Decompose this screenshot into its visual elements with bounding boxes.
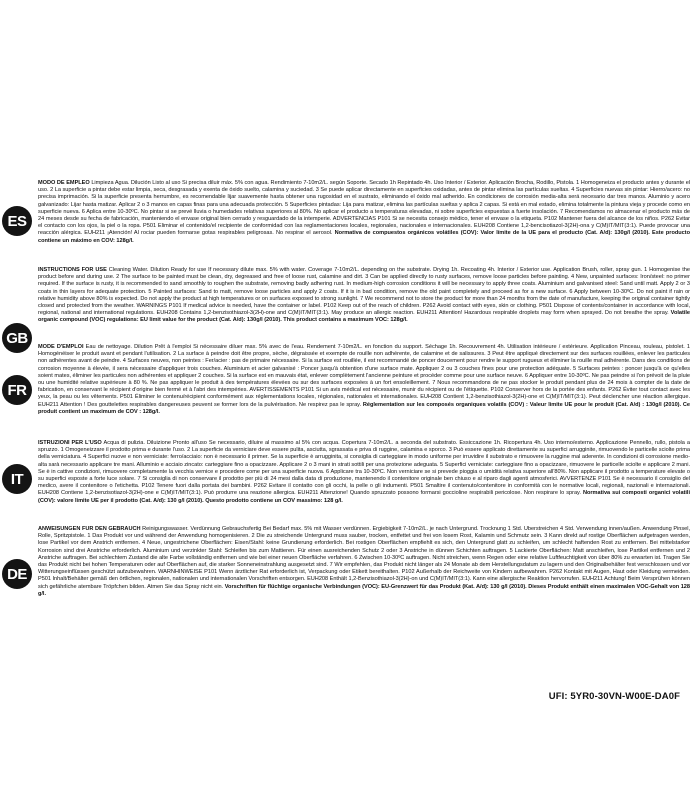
section-heading-gb: INSTRUCTIONS FOR USE [38,267,107,273]
language-badge-de: DE [2,559,32,589]
section-heading-de: ANWEISUNGEN FÜR DEN GEBRAUCH [38,526,141,532]
section-voc-de: Vorschriften für flüchtige organische Verbindungen (VOC): EU-Grenzwert für das Produkt (Kat. A/d): 130 g/l (2010). Dieses Produkt enthält einen maximalen VOC-Gehalt von 128 g/l. [38,583,690,597]
section-fr [38,344,690,416]
language-badge-it: IT [2,464,32,494]
section-de [38,526,690,598]
instructions-paragraph-it [38,440,690,505]
language-badge-gb: GB [2,323,32,353]
section-heading-es: MODO DE EMPLEO [38,180,90,186]
instructions-paragraph-gb [38,267,690,325]
ufi-code: UFI: 5YR0-30VN-W00E-DA0F [548,691,680,702]
section-body-es: Limpieza Agua. Dilución Listo al uso Si precisa diluir máx. 5% con agua. Rendimiento 7-10m2/L. según Soporte. Secado 1h Repintado 4h. Uso Interior / Exterior. Aplicación Brocha, Rodillo, Pistola. 1 Homogeneiza el producto antes y durante el uso. 2 La superficie a pintar debe estar limpia, seca, desgrasada y exenta de óxido suelto, calamina y suciedad. 3 Se puede aplicar directamente en superficies oxidadas, antes de pintar elimina las partículas sueltas. 4 Superficies nuevas sin pintar: Hierro/acero: no precisa imprimación. Si la superficie presenta herrumbre, es recomendable lijar suavemente hasta obtener una rugosidad en el sustrato, eliminando el óxido mal adherido. En condiciones de corrosión media-alta será necesario dar tres manos. Aluminio y acero galvanizado: Lijar hasta matizar. Aplicar 2 o 3 manos en capas finas para una adecuada protección. 5 Superficies pintadas: Lija para matizar, elimina las partículas sueltas y aplica 2 capas. Si está en mal estado, elimina totalmente la pintura vieja y procede como en superficie nueva. 6 Aplica entre 10-30ºC. No pintar si se prevé lluvia o humedades relativas superiores al 80%. No aplicar el producto a temperaturas elevadas, ni sobre superficies expuestas a fuerte insolación. 7 Recomendamos no almacenar el producto más de 24 meses desde su fecha de fabricación, manteniendo el envase original bien cerrado y resguardado de la intemperie. ADVERTENCIAS P101 Si se necesita consejo médico, tener el envase o la etiqueta. P102 Mantener fuera del alcance de los niños. P262 Evitar el contacto con los ojos, la piel o la ropa. P501 Eliminar el contenido/el recipiente de conformidad con las reglamentaciones locales, regionales, nacionales e internacionales. EUH208 Contiene 1,2-bencisotiazol-3(2H)-ona y C(M)IT/MIT(3:1). Puede provocar una reacción alérgica. EUH211 ¡Atención! Al rociar pueden formarse gotas respirables peligrosas. No respirar el aerosol. [38,180,690,237]
section-body-de: Reinigungswasser. Verdünnung Gebrauchsfertig Bei Bedarf max. 5% mit Wasser verdünnen. Ergiebigkeit 7-10m2/L. je nach Untergrund. Trocknung 1 Std. Überstreichen 4 Std. Verwendung innen/außen. Anwendung Pinsel, Rolle, Spritzpistole. 1 Das Produkt vor und während der Anwendung homogenisieren. 2 Die zu streichende Untergrund muss sauber, trocken, entfettet und frei von losem Rost, Kalamin und Schmutz sein. 3 Kann direkt auf rostige Oberflächen aufgetragen werden, lose Partikel vor dem Anstrich entfernen. 4 Neue, ungestrichene Oberflächen: Eisen/Stahl: keine Grundierung erforderlich. Bei rostigen Oberflächen empfiehlt es sich, den Untergrund glatt zu schleifen, um schlecht haftenden Rost zu entfernen. Bei mittelstarker Korrosion sind drei Anstriche erforderlich. Aluminium und verzinkter Stahl: Schleifen bis zum Mattieren. Für einen ausreichenden Schutz 2 oder 3 Anstriche in dünnen Schichten auftragen. 5 Lackierte Oberflächen: Matt anschleifen, lose Partikel entfernen und 2 Anstriche auftragen. Bei schlechtem Zustand die alte Farbe vollständig entfernen und wie bei einer neuen Oberfläche verfahren. 6 Zwischen 10-30ºC auftragen. Nicht streichen, wenn Regen oder eine relative Luftfeuchtigkeit von über 80% zu erwarten ist. Tragen Sie das Produkt nicht bei hohen Temperaturen oder auf Oberflächen auf, die starker Sonneneinstrahlung ausgesetzt sind. 7 Wir empfehlen, das Produkt nicht länger als 24 Monate ab dem Herstellungsdatum zu lagern und den Originalbehälter fest verschlossen und vor Witterungseinflüssen geschützt aufzubewahren. WARNHINWEISE P101 Wenn ärztlicher Rat erforderlich ist, Verpackung oder Etikett bereithalten. P102 Außerhalb der Reichweite von Kindern aufbewahren. P262 Kontakt mit Augen, Haut oder Kleidung vermeiden. P501 Inhalt/Behälter gemäß den örtlichen, regionalen, nationalen und internationalen Vorschriften entsorgen. EUH208 Enthält 1,2-Benzisothiazol-3(2H)-on und C(M)IT/MIT(3:1). Kann eine allergische Reaktion hervorrufen. EUH211 Achtung! Beim Versprühen können sich gefährliche atembare Tröpfchen bilden. Atmen Sie das Spray nicht ein. [38,526,690,590]
instructions-paragraph-es [38,180,690,245]
section-voc-es: Normativa de compuestos orgánicos volátiles (COV): Valor límite de la UE para el producto (Cat. A/d): 130g/l (2010). Este producto contiene un máximo en COV: 128g/l. [38,230,690,244]
instructions-paragraph-de [38,526,690,598]
instructions-paragraph-fr [38,344,690,416]
section-heading-fr: MODE D'EMPLOI [38,344,84,350]
language-badge-es: ES [2,206,32,236]
section-voc-it: Normativa sui composti organici volatili (COV): valore limite UE per il prodotto (Cat. A/d): 130 g/l (2010). Questo prodotto contiene un COV massimo: 128 g/l. [38,490,690,504]
section-es [38,180,690,245]
section-heading-it: ISTRUZIONI PER L'USO [38,440,102,446]
language-badge-fr: FR [2,375,32,405]
section-body-it: Acqua di pulizia. Diluizione Pronto all'uso Se necessario, diluire al massimo al 5% con acqua. Copertura 7-10m2/L. a seconda del substrato. Essiccazione 1h. Ricopertura 4h. Uso interno/esterno. Applicazione Pennello, rullo, pistola a spruzzo. 1 Omogeneizzare il prodotto prima e durante l'uso. 2 La superficie da verniciare deve essere pulita, asciutta, sgrassata e priva di ruggine, calamina e sporco. 3 Può essere applicato direttamente su superfici arrugginite, rimuovendo le particelle sciolte prima della verniciatura. 4 Superfici nuove e non verniciate: ferro/acciaio: non è necessario il primer. Se la superficie è arrugginita, si consiglia di carteggiare in modo uniforme per irruvidire il substrato e rimuovere la ruggine mal aderente. In condizioni di corrosione medio-alta sarà necessario applicare tre mani. Alluminio e acciaio zincato: carteggiare fino a opacizzare. Applicare 2 o 3 mani in strati sottili per una protezione adeguata. 5 Superfici verniciate: carteggiare fino a opacizzare, rimuovere le particelle sciolte e applicare 2 mani. Se è in cattive condizioni, rimuovere completamente la vecchia vernice e procedere come per una superficie nuova. 6 Applicare tra 10-30ºC. Non verniciare se si prevede pioggia o umidità relativa superiore all'80%. Non applicare il prodotto a temperature elevate o su superfici esposte a forte luce solare. 7 Si consiglia di non conservare il prodotto per più di 24 mesi dalla data di produzione, mantenendo il contenitore originale ben chiuso e al riparo dagli agenti atmosferici. AVVERTENZE P101 Se è necessario il consiglio del medico, avere il contenitore o l'etichetta. P102 Tenere fuori dalla portata dei bambini. P262 Evitare il contatto con gli occhi, la pelle o gli indumenti. P501 Smaltire il contenuto/contenitore in conformità con le normative locali, regionali, nazionali e internazionali. EUH208 Contiene 1,2-benzisotiazol-3(2H)-one e C(M)IT/MIT(3:1). Può produrre una reazione allergica. EUH211 Attenzione! Quando spruzzato possono formarsi goccioline respirabili pericolose. Non respirare lo spray. [38,440,690,497]
section-it [38,440,690,505]
section-body-fr: Eau de nettoyage. Dilution Prêt à l'emploi Si nécessaire diluer max. 5% avec de l'eau. Rendement 7-10m2/L. en fonction du support. Séchage 1h. Recouvrement 4h. Utilisation intérieure / extérieure. Application Pinceau, rouleau, pistolet. 1 Homogénéiser le produit avant et pendant l'utilisation. 2 La surface à peindre doit être propre, sèche, dégraissée et exempte de rouille non adhérente, de calamine et de salissures. 3 Peut être appliqué directement sur des surfaces rouillées, enlever les particules non adhérentes avant de peindre. 4 Surfaces neuves, non peintes : Fer/acier : pas de primaire nécessaire. Si la surface est rouillée, il est recommandé de poncer doucement pour rendre le support rugueux et éliminer la rouille mal adhérente. Dans des conditions de corrosion moyenne à élevée, il sera nécessaire d'appliquer trois couches. Aluminium et acier galvanisé : Poncer jusqu'à obtention d'une surface mate. Appliquer 2 ou 3 couches fines pour une protection adéquate. 5 Surfaces peintes : poncer jusqu'à ce qu'elles soient mates, éliminer les particules non adhérentes et appliquer 2 couches. Si la surface est en mauvais état, enlever complètement l'ancienne peinture et procéder comme pour une surface neuve. 6 Appliquer entre 10-30ºC. Ne pas peindre si l'on prévoit de la pluie ou une humidité relative supérieure à 80 %. Ne pas appliquer le produit à des températures élevées ou sur des surfaces exposées à un fort ensoleillement. 7 Nous recommandons de ne pas stocker le produit pendant plus de 24 mois à compter de la date de fabrication, en conservant le récipient d'origine bien fermé et à l'abri des intempéries. AVERTISSEMENTS P101 Si un avis médical est nécessaire, munir du récipient ou de l'étiquette. P102 Conserver hors de la portée des enfants. P262 Éviter tout contact avec les yeux, la peau ou les vêtements. P501 Éliminer le contenu/récipient conformément aux réglementations locales, régionales, nationales et internationales. EUH208 Contient 1,2-benzisothiazol-3(2H)-one et C(M)IT/MIT(3:1). Peut déclencher une réaction allergique. EUH211 Attention ! Des gouttelettes respirables dangereuses peuvent se former lors de la pulvérisation. Ne respirez pas le spray. [38,344,690,408]
section-body-gb: Cleaning Water. Dilution Ready for use If necessary dilute max. 5% with water. Coverage 7-10m2/L. depending on the substrate. Drying 1h. Recoating 4h. Interior / Exterior use. Application Brush, roller, spray gun. 1 Homogenise the product before and during use. 2 The surface to be painted must be clean, dry, degreased and free of loose rust, calamine and dirt. 3 Can be applied directly to rusty surfaces, remove loose particles before painting. 4 New, unpainted surfaces: Iron/steel: no primer required. If the surface is rusty, it is recommended to sand smoothly to roughen the substrate, removing badly adhering rust. In medium-high corrosion conditions it will be necessary to apply three coats. Aluminium and galvanised steel: Sand until matt. Apply 2 or 3 coats in thin layers for adequate protection. 5 Painted surfaces: Sand to matt, remove loose particles and apply 2 coats. If it is in bad condition, remove the old paint completely and proceed as for a new surface. 6 Apply between 10-30ºC. Do not paint if rain or relative humidity above 80% is expected. Do not apply the product at high temperatures or on surfaces exposed to strong sunlight. 7 We recommend not to store the product for more than 24 months from the date of manufacture, keeping the original container tightly closed and protected from the weather. WARNINGS P101 If medical advice is needed, have the container or label. P102 Keep out of the reach of children. P262 Avoid contact with eyes, skin or clothing. P501 Dispose of contents/container in accordance with local, regional, national and international regulations. EUH208 Contains 1,2-benzisothiazol-3(2H)-one and C(M)IT/MIT(3:1). May produce an allergic reaction. EUH211 Attention! Hazardous respirable droplets may form when sprayed. Do not breathe the spray. [38,267,690,317]
section-voc-fr: Réglementation sur les composés organiques volatils (COV) : Valeur limite UE pour le produit (Cat. A/d) : 130g/l (2010). Ce produit contient un maximum de COV : 128g/l. [38,401,690,415]
section-gb [38,267,690,325]
section-voc-gb: Volatile organic compound (VOC) regulations: EU limit value for the product (Cat. A/d): 130g/l (2010). This product contains a maximum VOC: 128g/l. [38,310,690,324]
